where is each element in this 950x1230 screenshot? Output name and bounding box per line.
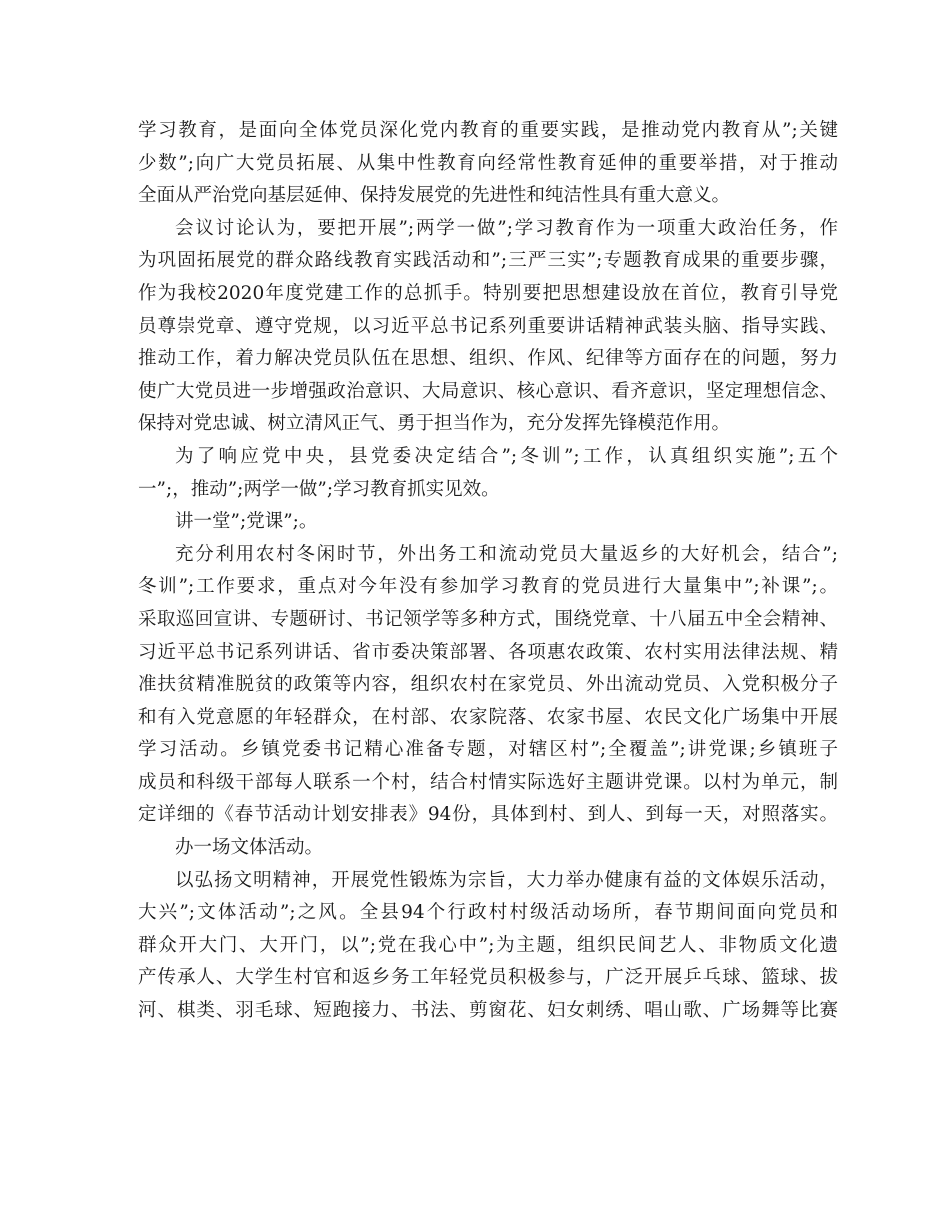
text-line: 充分利用农村冬闲时节，外出务工和流动党员大量返乡的大好机会，结合”;	[175, 543, 838, 565]
text-line: 员尊崇党章、遵守党规，以习近平总书记系列重要讲话精神武装头脑、指导实践、	[138, 315, 838, 337]
text-line: 采取巡回宣讲、专题研讨、书记领学等多种方式，围绕党章、十八届五中全会精神、	[138, 608, 838, 630]
text-line: 学习活动。乡镇党委书记精心准备专题，对辖区村”;全覆盖”;讲党课;乡镇班子	[138, 739, 838, 761]
text-line: 和有入党意愿的年轻群众，在村部、农家院落、农家书屋、农民文化广场集中开展	[138, 706, 838, 728]
text-line: 准扶贫精准脱贫的政策等内容，组织农村在家党员、外出流动党员、入党积极分子	[138, 674, 838, 696]
text-line: 为巩固拓展党的群众路线教育实践活动和”;三严三实”;专题教育成果的重要步骤，	[138, 250, 838, 272]
text-line: 办一场文体活动。	[175, 837, 324, 859]
text-line: 成员和科级干部每人联系一个村，结合村情实际选好主题讲党课。以村为单元，制	[138, 771, 838, 793]
text-line: 定详细的《春节活动计划安排表》94份，具体到村、到人、到每一天，对照落实。	[138, 804, 838, 826]
text-line: 全面从严治党向基层延伸、保持发展党的先进性和纯洁性具有重大意义。	[138, 185, 731, 207]
text-line: 为了响应党中央，县党委决定结合”;冬训”;工作，认真组织实施”;五个	[175, 445, 838, 467]
text-line: 少数”;向广大党员拓展、从集中性教育向经常性教育延伸的重要举措，对于推动	[138, 152, 838, 174]
text-line: 学习教育，是面向全体党员深化党内教育的重要实践，是推动党内教育从”;关键	[138, 120, 838, 141]
text-line: 以弘扬文明精神，开展党性锻炼为宗旨，大力举办健康有益的文体娱乐活动，	[175, 869, 838, 891]
text-line: 河、棋类、羽毛球、短跑接力、书法、剪窗花、妇女刺绣、唱山歌、广场舞等比赛	[138, 1000, 838, 1022]
text-line: 推动工作，着力解决党员队伍在思想、组织、作风、纪律等方面存在的问题，努力	[138, 348, 838, 370]
text-line: 作为我校2020年度党建工作的总抓手。特别要把思想建设放在首位，教育引导党	[138, 282, 838, 304]
text-line: 一”;，推动”;两学一做”;学习教育抓实见效。	[138, 478, 500, 500]
text-line: 群众开大门、大开门，以”;党在我心中”;为主题，组织民间艺人、非物质文化遗	[138, 934, 838, 956]
text-line: 冬训”;工作要求，重点对今年没有参加学习教育的党员进行大量集中”;补课”;。	[138, 576, 838, 598]
text-line: 讲一堂”;党课”;。	[175, 511, 318, 533]
text-line: 产传承人、大学生村官和返乡务工年轻党员积极参与，广泛开展乒乓球、篮球、拔	[138, 967, 838, 989]
text-line: 习近平总书记系列讲话、省市委决策部署、各项惠农政策、农村实用法律法规、精	[138, 641, 838, 663]
document-body	[138, 115, 838, 1028]
text-line: 会议讨论认为，要把开展”;两学一做”;学习教育作为一项重大政治任务，作	[175, 217, 838, 239]
text-line: 保持对党忠诚、树立清风正气、勇于担当作为，充分发挥先锋模范作用。	[138, 413, 731, 435]
text-line: 使广大党员进一步增强政治意识、大局意识、核心意识、看齐意识，坚定理想信念、	[138, 380, 838, 402]
text-line: 大兴”;文体活动”;之风。全县94个行政村村级活动场所，春节期间面向党员和	[138, 902, 838, 924]
